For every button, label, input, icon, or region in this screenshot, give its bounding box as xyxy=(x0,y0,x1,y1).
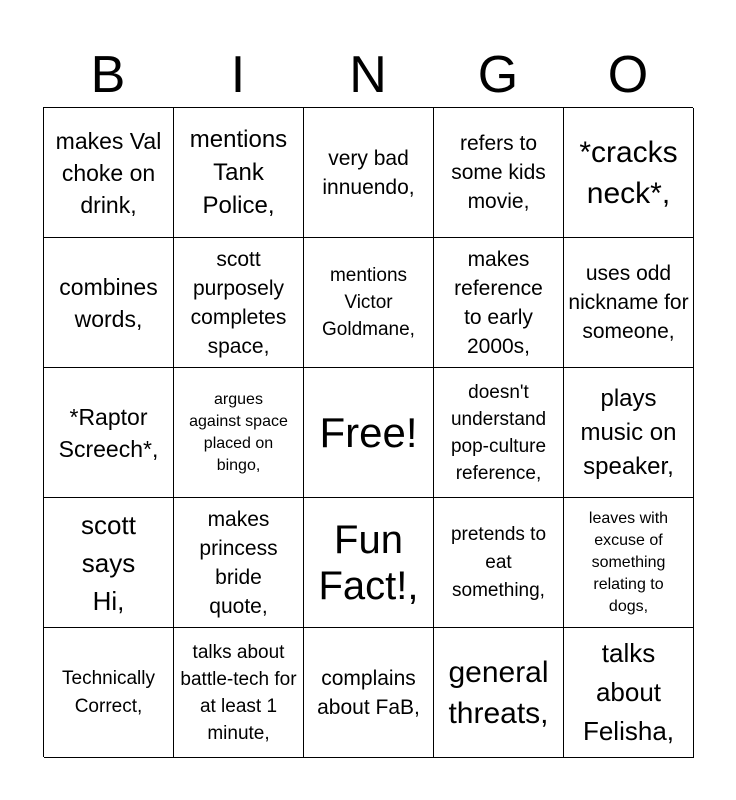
bingo-cell[interactable] xyxy=(44,108,174,238)
cell-text: mentions Victor Goldmane, xyxy=(322,265,415,340)
bingo-cell[interactable] xyxy=(174,628,304,758)
bingo-cell[interactable] xyxy=(434,628,564,758)
bingo-cell[interactable] xyxy=(174,498,304,628)
cell-text: talks about Felisha, xyxy=(582,638,675,746)
cell-text: mentions Tank Police, xyxy=(189,126,288,219)
bingo-cell[interactable] xyxy=(44,498,174,628)
cell-text: very bad innuendo, xyxy=(322,146,415,199)
cell-text: uses odd nickname for someone, xyxy=(568,262,689,343)
bingo-cell[interactable] xyxy=(434,238,564,368)
cell-text: plays music on speaker, xyxy=(580,384,677,480)
bingo-cell[interactable] xyxy=(304,238,434,368)
bingo-cell[interactable] xyxy=(44,628,174,758)
bingo-cell[interactable] xyxy=(304,498,434,628)
bingo-cell[interactable] xyxy=(174,108,304,238)
header-letter-n: N xyxy=(349,46,387,104)
cell-text: makes reference to early 2000s, xyxy=(454,247,543,358)
bingo-board xyxy=(43,107,693,757)
bingo-cell[interactable] xyxy=(44,368,174,498)
cell-text: general threats, xyxy=(448,655,549,730)
cell-text: talks about battle-tech for at least 1 minute, xyxy=(180,641,297,744)
bingo-cell[interactable] xyxy=(174,368,304,498)
header-letter-o: O xyxy=(607,46,649,104)
cell-text: doesn't understand pop-culture reference, xyxy=(450,381,547,484)
header-letter-g: G xyxy=(477,46,519,104)
cell-text: Technically Correct, xyxy=(62,667,155,717)
bingo-cell[interactable] xyxy=(434,498,564,628)
bingo-cell[interactable] xyxy=(564,498,694,628)
header-letter-b: B xyxy=(90,46,126,104)
bingo-cell[interactable] xyxy=(564,108,694,238)
cell-text: Fun Fact!, xyxy=(318,517,419,608)
bingo-cell[interactable] xyxy=(434,368,564,498)
bingo-cell[interactable] xyxy=(564,368,694,498)
cell-text: combines words, xyxy=(59,273,158,332)
bingo-cell[interactable] xyxy=(304,108,434,238)
cell-text: *Raptor Screech*, xyxy=(58,403,159,462)
cell-text: argues against space placed on bingo, xyxy=(189,390,288,474)
free-space-text: Free! xyxy=(319,408,418,456)
bingo-cell[interactable] xyxy=(44,238,174,368)
cell-text: refers to some kids movie, xyxy=(451,132,546,213)
cell-text: scott purposely completes space, xyxy=(190,247,287,358)
cell-text: scott says Hi, xyxy=(81,509,136,616)
bingo-cell[interactable] xyxy=(304,368,434,498)
bingo-header xyxy=(43,44,693,106)
cell-text: complains about FaB, xyxy=(317,666,420,719)
bingo-cell[interactable] xyxy=(564,238,694,368)
cell-text: makes Val choke on drink, xyxy=(55,127,162,218)
cell-text: *cracks neck*, xyxy=(579,135,678,210)
bingo-cell[interactable] xyxy=(434,108,564,238)
cell-text: pretends to eat something, xyxy=(450,523,547,601)
header-letter-i: I xyxy=(230,46,246,104)
cell-text: leaves with excuse of something relating to dogs, xyxy=(588,509,669,615)
cell-text: makes princess bride quote, xyxy=(199,507,278,618)
bingo-cell[interactable] xyxy=(564,628,694,758)
bingo-cell[interactable] xyxy=(174,238,304,368)
bingo-cell[interactable] xyxy=(304,628,434,758)
